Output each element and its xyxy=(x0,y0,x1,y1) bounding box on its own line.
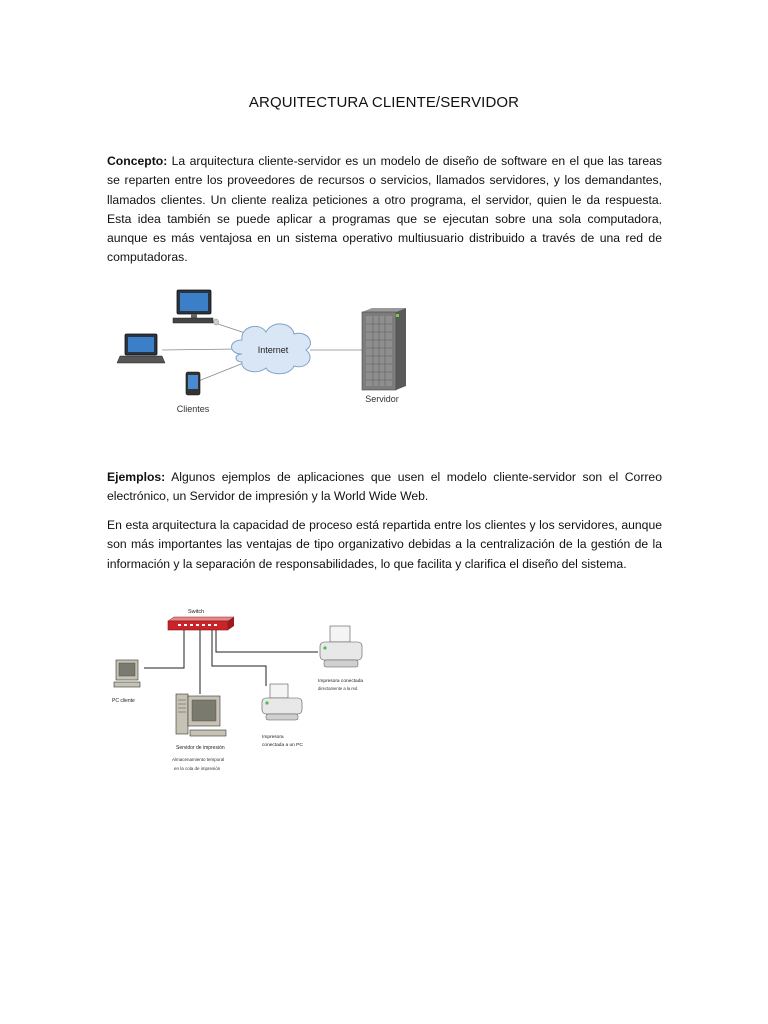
cloud-label: Internet xyxy=(257,345,289,355)
architecture-paragraph: En esta arquitectura la capacidad de proceso está repartida entre los clientes y los servidores, aunque son más importantes las ventajas de tipo organizativo debidas a la centralización de la gestión de la información y la separación de responsabilidades, lo que facilita y clarifica el diseño del sistema. xyxy=(107,518,662,571)
server-label: Servidor xyxy=(365,394,399,404)
switch-icon xyxy=(168,609,234,630)
print-server-icon xyxy=(172,694,226,771)
laptop-client-icon xyxy=(117,334,165,363)
examples-label: Ejemplos: xyxy=(107,470,166,484)
printer-net-line2: directamente a la red xyxy=(318,686,358,691)
desktop-client-icon xyxy=(173,290,219,325)
phone-client-icon xyxy=(186,372,200,395)
pc-client-icon xyxy=(112,660,140,704)
concept-text: La arquitectura cliente-servidor es un modelo de diseño de software en el que las tareas se reparten entre los proveedores de recursos o servicios, llamados servidores, y los demandantes, llamados clientes. Un cliente realiza peticiones a otro programa, el servidor, quien le da respuesta. Esta idea también se puede aplicar a programas que se ejecutan sobre una sola computadora, aunque es más ventajosa en un sistema operativo multiusuario distribuido a través de una red de computadoras. xyxy=(107,154,662,265)
printer-pc-line2: conectada a un PC xyxy=(262,743,303,748)
examples-text: Algunos ejemplos de aplicaciones que usen el modelo cliente-servidor son el Correo electrónico, un Servidor de impresión y la World Wide Web. xyxy=(107,470,662,504)
internet-cloud-icon xyxy=(232,324,311,374)
server-icon xyxy=(362,308,406,390)
print-server-diagram xyxy=(104,604,394,784)
print-server-label: Servidor de impresión xyxy=(176,745,225,751)
printer-pc-icon xyxy=(262,684,303,748)
temp-storage-line2: en la cola de impresión xyxy=(174,766,221,771)
printer-net-line1: Impresora conectada xyxy=(318,679,364,684)
concept-label: Concepto: xyxy=(107,154,168,168)
temp-storage-line1: Almacenamiento temporal xyxy=(172,757,225,762)
switch-label: Switch xyxy=(188,609,205,615)
printer-pc-line1: Impresora xyxy=(262,735,284,740)
clients-label: Clientes xyxy=(176,404,210,414)
printer-network-icon xyxy=(318,626,363,691)
client-server-diagram xyxy=(110,282,430,422)
concept-paragraph xyxy=(107,152,662,268)
examples-paragraph xyxy=(107,468,662,507)
page-title: ARQUITECTURA CLIENTE/SERVIDOR xyxy=(248,94,520,111)
pc-client-label: PC cliente xyxy=(112,698,135,704)
